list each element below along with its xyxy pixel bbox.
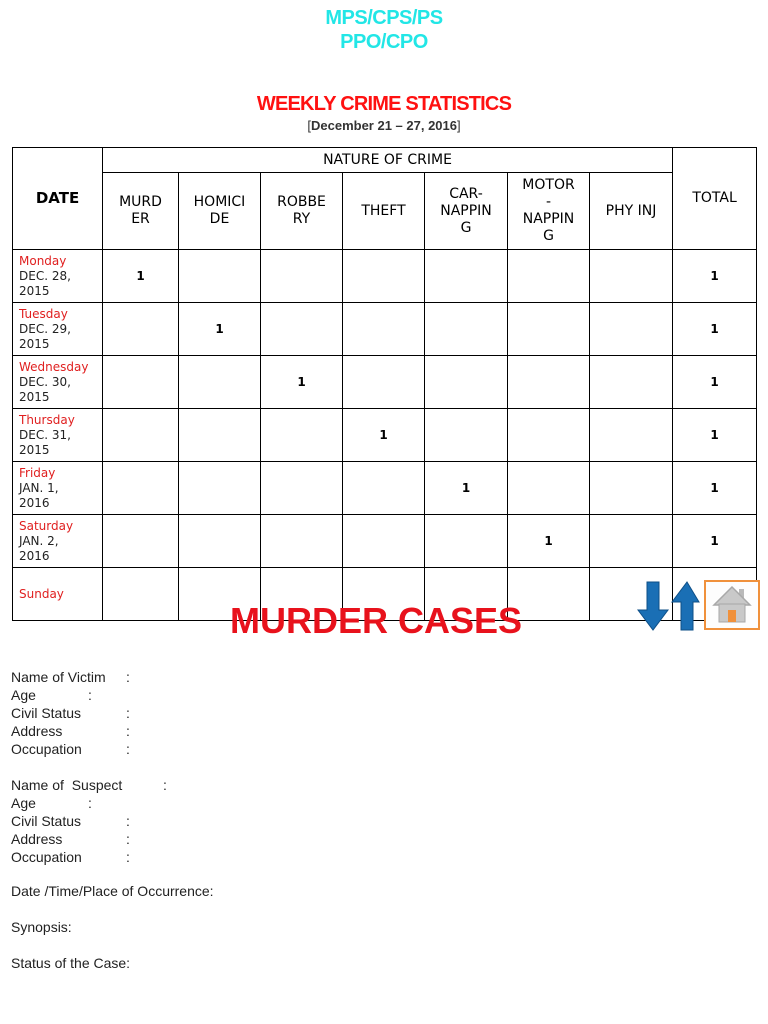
report-title: WEEKLY CRIME STATISTICS bbox=[256, 93, 512, 115]
crime-count-cell: 1 bbox=[508, 515, 590, 568]
crime-count-cell: 1 bbox=[425, 462, 508, 515]
crime-count-cell bbox=[508, 409, 590, 462]
crime-count-cell bbox=[179, 462, 261, 515]
total-cell: 1 bbox=[673, 462, 757, 515]
crime-count-cell bbox=[343, 515, 425, 568]
crime-column-header: MOTOR - NAPPIN G bbox=[508, 173, 590, 250]
total-header: TOTAL bbox=[673, 148, 757, 250]
date-header: DATE bbox=[13, 148, 103, 250]
crime-count-cell bbox=[261, 250, 343, 303]
crime-count-cell bbox=[508, 303, 590, 356]
crime-count-cell bbox=[103, 356, 179, 409]
crime-count-cell: 1 bbox=[343, 409, 425, 462]
table-row bbox=[13, 409, 757, 462]
date-cell: Monday DEC. 28, 2015 bbox=[13, 250, 103, 303]
crime-count-cell bbox=[179, 250, 261, 303]
crime-count-cell bbox=[508, 356, 590, 409]
date-cell: Tuesday DEC. 29, 2015 bbox=[13, 303, 103, 356]
victim-occupation-label: Occupation bbox=[11, 741, 82, 757]
crime-statistics-table bbox=[12, 147, 756, 601]
day-name: Tuesday bbox=[19, 306, 68, 321]
crime-column-header: PHY INJ bbox=[590, 173, 673, 250]
crime-count-cell bbox=[343, 356, 425, 409]
crime-count-cell bbox=[179, 515, 261, 568]
nature-of-crime-header: NATURE OF CRIME bbox=[103, 148, 673, 173]
crime-count-cell bbox=[103, 462, 179, 515]
synopsis-label: Synopsis: bbox=[11, 919, 72, 935]
crime-count-cell bbox=[425, 515, 508, 568]
day-name: Sunday bbox=[19, 586, 64, 601]
crime-count-cell bbox=[261, 515, 343, 568]
total-cell: 1 bbox=[673, 515, 757, 568]
crime-count-cell: 1 bbox=[261, 356, 343, 409]
crime-count-cell bbox=[590, 356, 673, 409]
date-cell: Thursday DEC. 31, 2015 bbox=[13, 409, 103, 462]
crime-count-cell bbox=[425, 409, 508, 462]
table-row bbox=[13, 250, 757, 303]
crime-count-cell bbox=[425, 250, 508, 303]
crime-count-cell bbox=[590, 303, 673, 356]
crime-count-cell bbox=[508, 462, 590, 515]
section-title: MURDER CASES bbox=[229, 600, 523, 641]
total-cell: 1 bbox=[673, 409, 757, 462]
suspect-occupation-label: Occupation bbox=[11, 849, 82, 865]
victim-name-label: Name of Victim bbox=[11, 669, 106, 685]
crime-count-cell bbox=[103, 515, 179, 568]
crime-count-cell bbox=[590, 515, 673, 568]
occurrence-label: Date /Time/Place of Occurrence: bbox=[11, 883, 214, 899]
suspect-age-label: Age bbox=[11, 795, 36, 811]
table-row bbox=[13, 462, 757, 515]
day-name: Friday bbox=[19, 465, 56, 480]
crime-column-header: ROBBE RY bbox=[261, 173, 343, 250]
table-row bbox=[13, 356, 757, 409]
total-cell: 1 bbox=[673, 356, 757, 409]
victim-section: Name of Victim : Age : Civil Status : Address : Occupation : bbox=[11, 669, 130, 757]
crime-column-header: HOMICI DE bbox=[179, 173, 261, 250]
date-cell: Saturday JAN. 2, 2016 bbox=[13, 515, 103, 568]
crime-count-cell bbox=[103, 409, 179, 462]
crime-count-cell bbox=[261, 409, 343, 462]
crime-count-cell bbox=[343, 462, 425, 515]
date-cell: Friday JAN. 1, 2016 bbox=[13, 462, 103, 515]
total-cell: 1 bbox=[673, 303, 757, 356]
agency-line-1: MPS/CPS/PS bbox=[325, 7, 443, 29]
crime-count-cell bbox=[425, 303, 508, 356]
victim-age-label: Age bbox=[11, 687, 36, 703]
crime-count-cell: 1 bbox=[103, 250, 179, 303]
crime-count-cell bbox=[179, 356, 261, 409]
day-name: Monday bbox=[19, 253, 67, 268]
suspect-section: Name of Suspect : Age : Civil Status : Address : Occupation : bbox=[11, 777, 167, 865]
crime-count-cell bbox=[343, 250, 425, 303]
crime-count-cell bbox=[179, 409, 261, 462]
crime-count-cell bbox=[261, 462, 343, 515]
day-name: Wednesday bbox=[19, 359, 89, 374]
day-name: Thursday bbox=[19, 412, 75, 427]
date-cell: Wednesday DEC. 30, 2015 bbox=[13, 356, 103, 409]
crime-column-header: THEFT bbox=[343, 173, 425, 250]
crime-count-cell bbox=[590, 462, 673, 515]
crime-count-cell bbox=[508, 250, 590, 303]
crime-column-header: MURD ER bbox=[103, 173, 179, 250]
suspect-address-label: Address bbox=[11, 831, 63, 847]
date-range: [December 21 – 27, 2016] bbox=[307, 118, 461, 133]
table-row bbox=[13, 515, 757, 568]
crime-count-cell bbox=[425, 356, 508, 409]
victim-civil-status-label: Civil Status bbox=[11, 705, 82, 721]
suspect-name-label: Name of Suspect bbox=[11, 777, 123, 793]
table-row bbox=[13, 303, 757, 356]
day-name: Saturday bbox=[19, 518, 74, 533]
crime-count-cell bbox=[343, 303, 425, 356]
crime-count-cell bbox=[103, 303, 179, 356]
suspect-civil-status-label: Civil Status bbox=[11, 813, 82, 829]
total-cell: 1 bbox=[673, 250, 757, 303]
date-range-text: December 21 – 27, 2016 bbox=[311, 118, 457, 133]
crime-count-cell bbox=[590, 409, 673, 462]
victim-address-label: Address bbox=[11, 723, 63, 739]
crime-count-cell bbox=[261, 303, 343, 356]
crime-count-cell bbox=[590, 250, 673, 303]
crime-count-cell: 1 bbox=[179, 303, 261, 356]
case-status-label: Status of the Case: bbox=[11, 955, 131, 971]
crime-column-header: CAR- NAPPIN G bbox=[425, 173, 508, 250]
agency-line-2: PPO/CPO bbox=[340, 31, 428, 53]
